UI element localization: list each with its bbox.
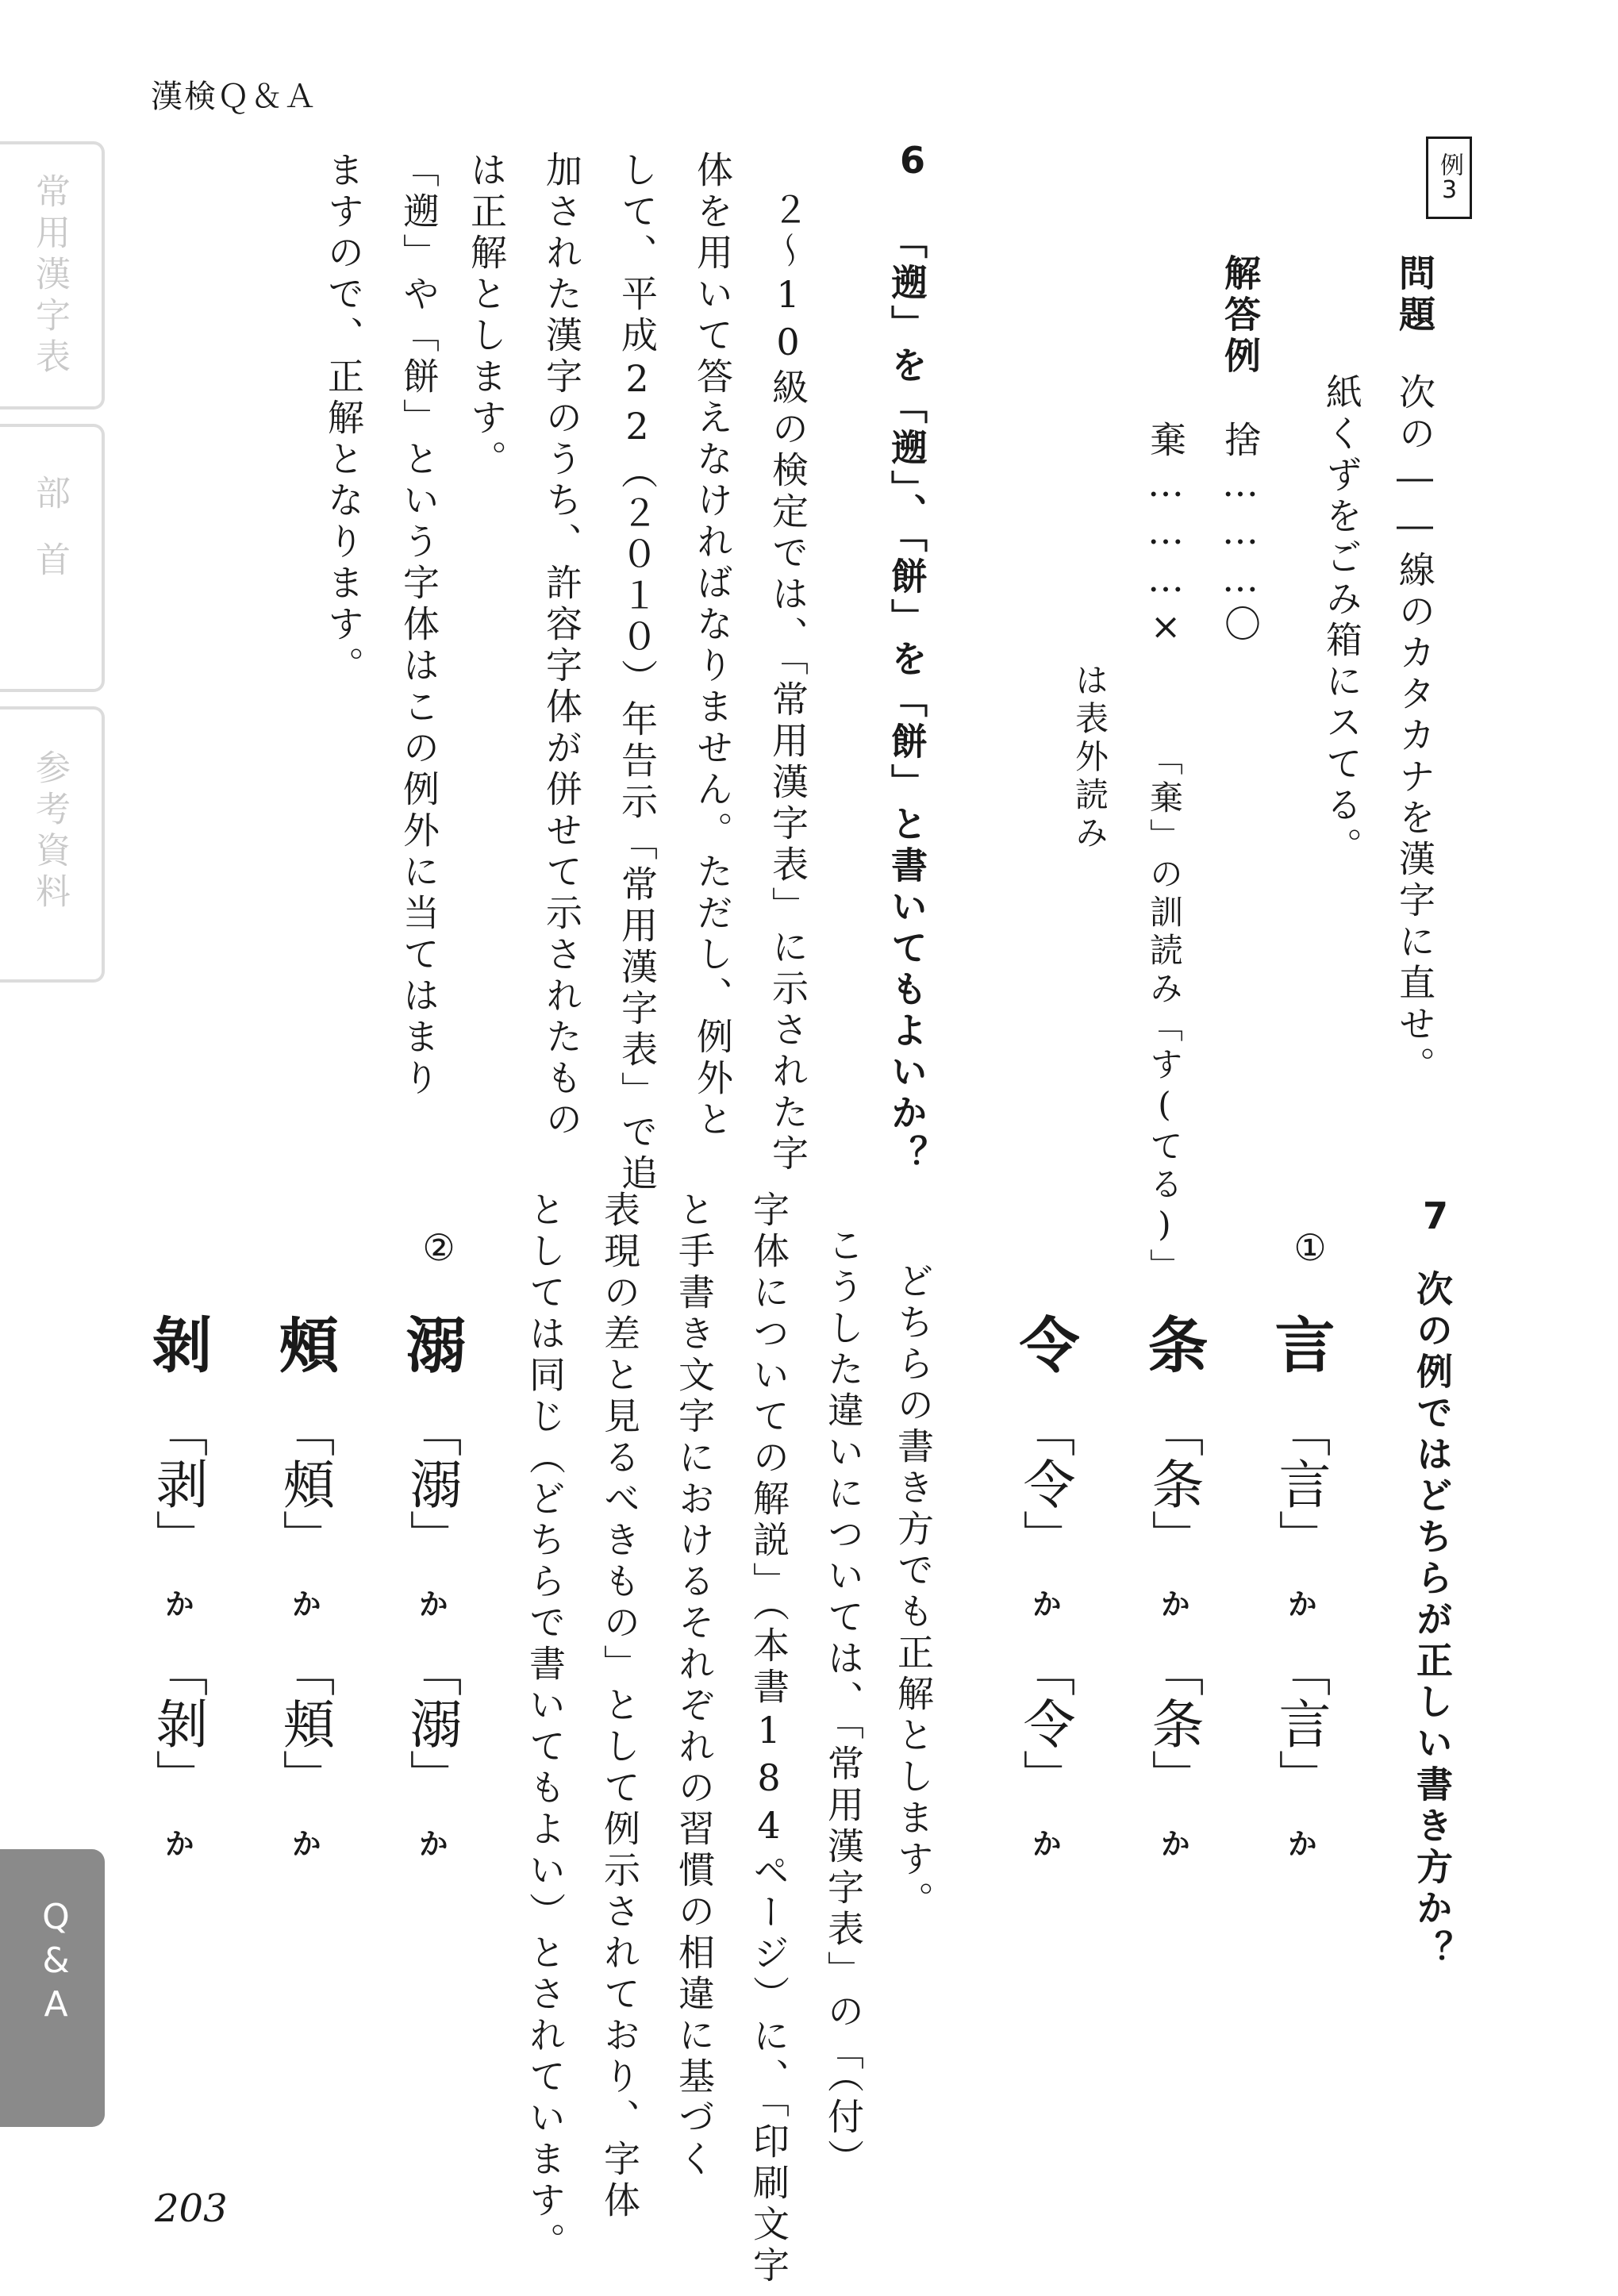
- section6-line-5: は正解とします。: [465, 151, 508, 481]
- ka-particle: か: [1282, 1828, 1317, 1858]
- printed-kanji: 言: [1265, 1313, 1336, 1374]
- running-head: 漢検Ｑ＆Ａ: [151, 79, 317, 115]
- handwritten-variant-a: 「令」: [1014, 1405, 1075, 1562]
- printed-kanji: 条: [1138, 1313, 1209, 1374]
- example-badge: 例3: [1426, 137, 1472, 219]
- answer-correct: 捨………〇: [1219, 421, 1262, 646]
- section6-line-7: ますので、正解となります。: [322, 151, 365, 687]
- question-label: 問題: [1393, 254, 1436, 337]
- tab-qa-active[interactable]: [0, 1849, 105, 2127]
- section7-line-4: と手書き文字におけるそれぞれの習慣の相違に基づく: [673, 1190, 716, 2181]
- section6-number: 6: [891, 139, 934, 187]
- page-number: 203: [155, 2186, 228, 2231]
- section7-number: 7: [1414, 1194, 1457, 1242]
- question-sentence: 紙くずをごみ箱にスてる。: [1320, 373, 1363, 868]
- section7-line-5: 表現の差と見るべきもの」として例示されており、字体: [598, 1190, 641, 2222]
- section6-line-4: 加された漢字のうち、許容字体が併せて示されたもの: [540, 151, 583, 1141]
- ka-particle: か: [159, 1588, 194, 1618]
- ka-particle: か: [1155, 1588, 1190, 1618]
- ka-particle: か: [1027, 1588, 1062, 1618]
- section6-title: 「遡」を「遡」、「餅」を「餅」と書いてもよいか？: [886, 222, 928, 1176]
- ka-particle: か: [286, 1828, 321, 1858]
- answer-incorrect: 棄………×: [1144, 421, 1187, 652]
- group2-row-haku: [142, 1313, 213, 1858]
- ka-particle: か: [286, 1588, 321, 1618]
- handwritten-variant-a: 「条」: [1143, 1405, 1204, 1562]
- answer-label: 解答例: [1219, 254, 1262, 378]
- printed-kanji: 令: [1009, 1313, 1080, 1374]
- tab-label: 部首: [29, 475, 70, 608]
- ka-particle: か: [1282, 1588, 1317, 1618]
- handwritten-variant-b: 「言」: [1270, 1644, 1331, 1802]
- ka-particle: か: [1027, 1828, 1062, 1858]
- ka-particle: か: [413, 1828, 448, 1858]
- answer-note-2: は表外読み: [1070, 663, 1109, 853]
- handwritten-variant-b: 「条」: [1143, 1644, 1204, 1802]
- group2-row-deki: [396, 1313, 467, 1858]
- section6-line-6: 「遡」や「餅」という字体はこの例外に当てはまり: [398, 151, 440, 1100]
- section6-line-3: して、平成22（２０１０）年告示「常用漢字表」で追: [616, 151, 659, 1195]
- section7-title: 次の例ではどちらが正しい書き方か？: [1411, 1270, 1454, 1971]
- section6-line-1: ２〜10級の検定では、「常用漢字表」に示された字: [767, 190, 809, 1175]
- printed-kanji: 溺: [396, 1313, 467, 1374]
- tab-sankou-shiryou[interactable]: [0, 706, 105, 983]
- tab-label: Q&A: [36, 1897, 76, 2028]
- tab-label: 常用漢字表: [29, 173, 70, 379]
- tab-jouyou-kanji[interactable]: [0, 141, 105, 410]
- printed-kanji: 剝: [142, 1313, 213, 1374]
- handwritten-variant-a: 「言」: [1270, 1405, 1331, 1562]
- group1-label: ①: [1289, 1226, 1332, 1274]
- handwritten-variant-a: 「剥」: [147, 1405, 208, 1562]
- group1-row-gen: [1265, 1313, 1336, 1858]
- group2-row-hoo: [269, 1313, 340, 1858]
- group1-row-rei: [1009, 1313, 1080, 1858]
- tab-label: 参考資料: [29, 749, 70, 914]
- handwritten-variant-b: 「溺」: [401, 1644, 462, 1802]
- section7-line-6: としては同じ（どちらで書いてもよい）とされています。: [524, 1190, 567, 2263]
- section7-line-2: こうした違いについては、「常用漢字表」の「（付）: [822, 1226, 865, 2180]
- handwritten-variant-b: 「令」: [1014, 1644, 1075, 1802]
- tab-bushu[interactable]: [0, 424, 105, 692]
- section7-line-3: 字体についての解説」（本書184ページ）に、「印刷文字: [748, 1190, 790, 2287]
- question-text: 次の――線のカタカナを漢字に直せ。: [1393, 373, 1436, 1087]
- handwritten-variant-b: 「頬」: [274, 1644, 335, 1802]
- section7-line-1: どちらの書き方でも正解とします。: [892, 1262, 935, 1922]
- printed-kanji: 頰: [269, 1313, 340, 1374]
- ka-particle: か: [413, 1588, 448, 1618]
- section6-line-2: 体を用いて答えなければなりません。ただし、例外と: [691, 151, 734, 1141]
- ka-particle: か: [159, 1828, 194, 1858]
- handwritten-variant-a: 「頰」: [274, 1405, 335, 1562]
- ka-particle: か: [1155, 1828, 1190, 1858]
- handwritten-variant-a: 「溺」: [401, 1405, 462, 1562]
- group1-row-jou: [1138, 1313, 1209, 1858]
- handwritten-variant-b: 「剝」: [147, 1644, 208, 1802]
- answer-note-1: 「棄」の訓読み「す(てる)」: [1145, 742, 1184, 1286]
- group2-label: ②: [417, 1226, 460, 1274]
